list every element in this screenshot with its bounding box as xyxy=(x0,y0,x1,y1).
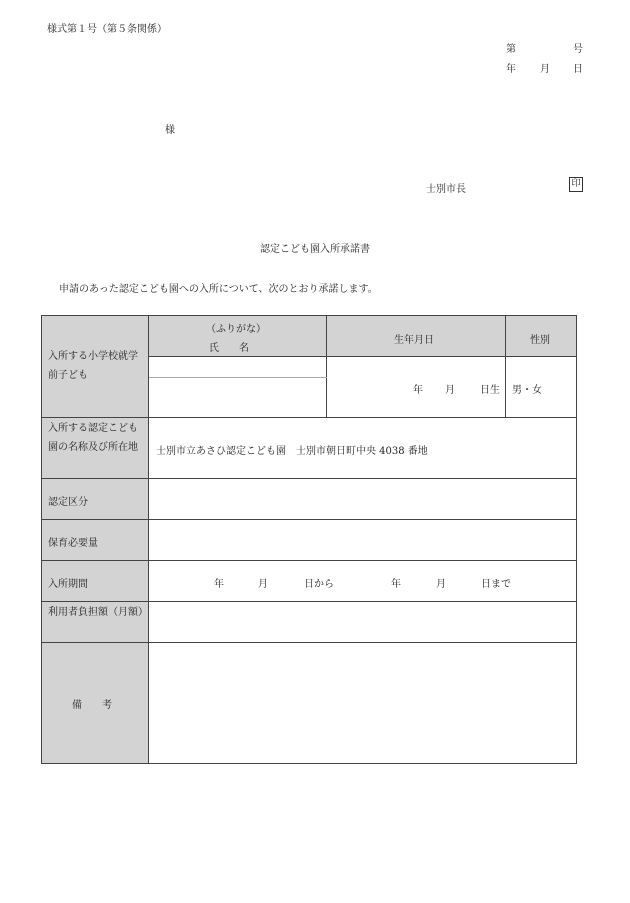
period-label: 入所期間 xyxy=(48,579,88,590)
period-from-year: 年 xyxy=(214,579,224,590)
intro-text: 申請のあった認定こども園への入所について、次のとおり承諾します。 xyxy=(59,284,378,295)
fee-label: 利用者負担額（月額） xyxy=(48,607,148,618)
period-from-day: 日から xyxy=(304,579,334,590)
date-month: 月 xyxy=(540,64,550,75)
grid-line xyxy=(42,560,576,561)
issuer: 士別市長 xyxy=(426,184,466,195)
sex-label: 性別 xyxy=(530,335,550,346)
grid-line xyxy=(326,316,327,418)
grid-line xyxy=(149,356,576,357)
birth-label: 生年月日 xyxy=(394,335,434,346)
birth-day: 日生 xyxy=(480,385,500,396)
care-label: 保育必要量 xyxy=(48,538,98,549)
form-number: 様式第１号（第５条関係） xyxy=(47,24,167,35)
number-prefix: 第 xyxy=(506,44,516,55)
addressee-suffix: 様 xyxy=(165,125,175,136)
name-label: 氏 名 xyxy=(209,343,249,354)
grid-line xyxy=(505,316,506,418)
child-label: 入所する小学校就学前子ども xyxy=(48,351,138,381)
grid-line xyxy=(42,601,576,602)
date-year: 年 xyxy=(506,64,516,75)
document-title: 認定こども園入所承諾書 xyxy=(260,244,370,255)
seal-mark: 印 xyxy=(569,177,583,192)
sex-value: 男・女 xyxy=(512,385,542,396)
grid-line xyxy=(42,642,576,643)
facility-value: 士別市立あさひ認定こども園 士別市朝日町中央 4038 番地 xyxy=(156,446,428,457)
period-from-month: 月 xyxy=(258,579,268,590)
category-label: 認定区分 xyxy=(48,497,88,508)
grid-line xyxy=(42,478,576,479)
birth-month: 月 xyxy=(445,385,455,396)
date-day: 日 xyxy=(573,64,583,75)
period-to-year: 年 xyxy=(391,579,401,590)
number-suffix: 号 xyxy=(573,44,583,55)
facility-label: 入所する認定こども園の名称及び所在地 xyxy=(48,423,138,453)
grid-line xyxy=(42,417,576,418)
period-to-day: 日まで xyxy=(481,579,511,590)
grid-line xyxy=(148,316,149,763)
period-to-month: 月 xyxy=(436,579,446,590)
grid-line xyxy=(149,377,327,378)
approval-table xyxy=(41,315,577,764)
birth-year: 年 xyxy=(413,385,423,396)
furigana-label: （ふりがな） xyxy=(206,324,266,335)
grid-line xyxy=(42,519,576,520)
remarks-label: 備 考 xyxy=(72,700,112,711)
